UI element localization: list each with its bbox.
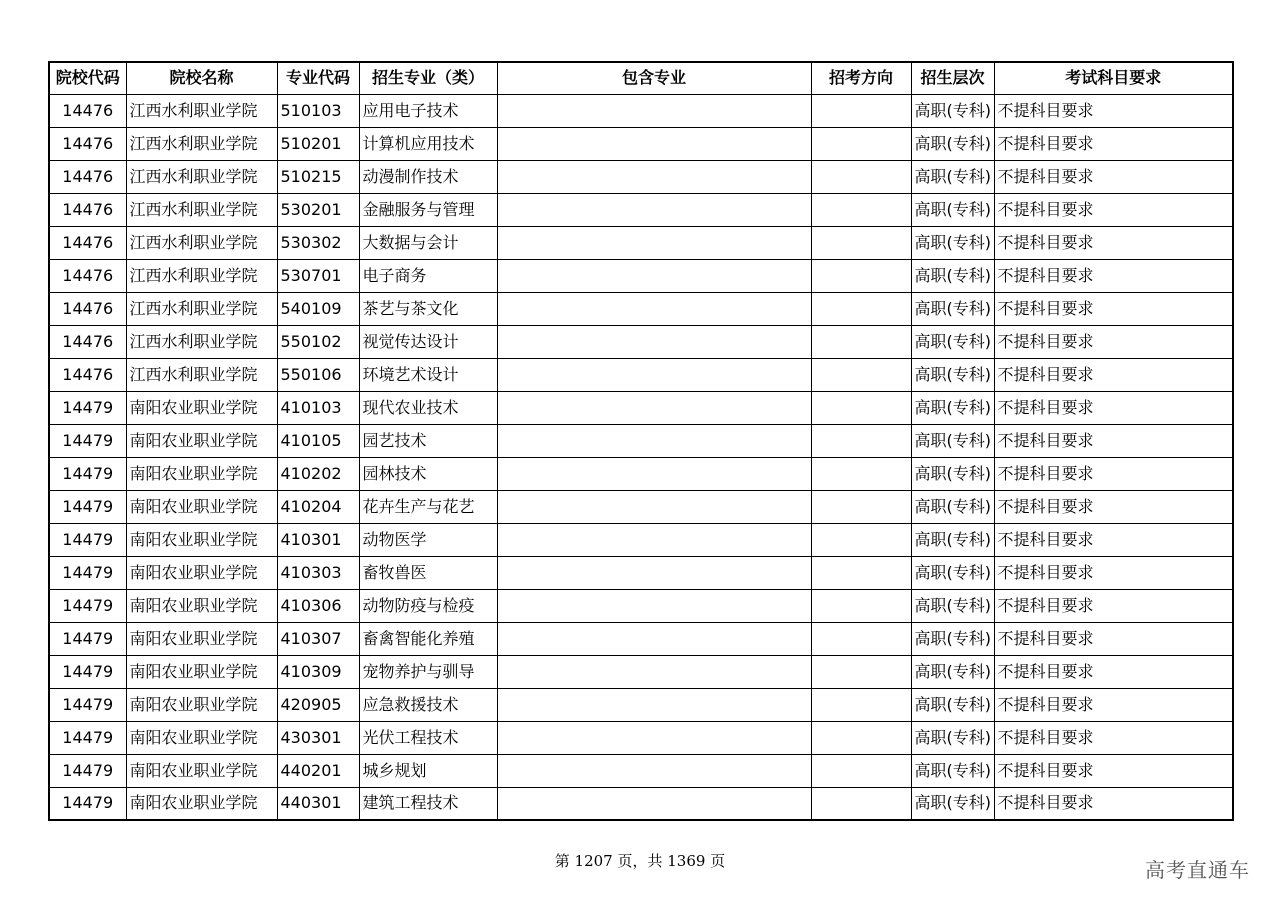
school-name-cell: 江西水利职业学院 (126, 325, 277, 358)
table-row (49, 754, 1233, 787)
school-name-cell: 江西水利职业学院 (126, 193, 277, 226)
school-name-cell: 南阳农业职业学院 (126, 754, 277, 787)
school-code-cell: 14479 (49, 655, 126, 688)
major-name-cell: 电子商务 (359, 259, 497, 292)
included-majors-cell (497, 754, 811, 787)
direction-cell (811, 523, 911, 556)
included-majors-cell (497, 160, 811, 193)
direction-cell (811, 358, 911, 391)
school-code-cell: 14476 (49, 325, 126, 358)
level-cell: 高职(专科) (911, 193, 994, 226)
included-majors-cell (497, 622, 811, 655)
school-code-cell: 14476 (49, 193, 126, 226)
subject-requirement-cell: 不提科目要求 (994, 721, 1233, 754)
subject-requirement-cell: 不提科目要求 (994, 226, 1233, 259)
major-code-cell: 440301 (277, 787, 359, 820)
school-name-cell: 南阳农业职业学院 (126, 589, 277, 622)
included-majors-cell (497, 424, 811, 457)
major-name-cell: 畜牧兽医 (359, 556, 497, 589)
direction-cell (811, 226, 911, 259)
major-code-cell: 430301 (277, 721, 359, 754)
major-name-cell: 环境艺术设计 (359, 358, 497, 391)
subject-requirement-cell: 不提科目要求 (994, 259, 1233, 292)
subject-requirement-cell: 不提科目要求 (994, 622, 1233, 655)
included-majors-cell (497, 391, 811, 424)
subject-requirement-cell: 不提科目要求 (994, 94, 1233, 127)
major-code-cell: 510103 (277, 94, 359, 127)
table-row (49, 424, 1233, 457)
table-row (49, 490, 1233, 523)
header-school-name: 院校名称 (126, 62, 277, 94)
school-name-cell: 南阳农业职业学院 (126, 391, 277, 424)
school-name-cell: 江西水利职业学院 (126, 94, 277, 127)
table-row (49, 589, 1233, 622)
included-majors-cell (497, 490, 811, 523)
major-code-cell: 540109 (277, 292, 359, 325)
level-cell: 高职(专科) (911, 622, 994, 655)
direction-cell (811, 457, 911, 490)
level-cell: 高职(专科) (911, 226, 994, 259)
table-row (49, 94, 1233, 127)
school-name-cell: 南阳农业职业学院 (126, 787, 277, 820)
subject-requirement-cell: 不提科目要求 (994, 391, 1233, 424)
school-name-cell: 南阳农业职业学院 (126, 622, 277, 655)
major-name-cell: 园艺技术 (359, 424, 497, 457)
table-header (49, 62, 1233, 94)
major-code-cell: 410307 (277, 622, 359, 655)
major-code-cell: 530701 (277, 259, 359, 292)
major-code-cell: 410306 (277, 589, 359, 622)
major-name-cell: 动漫制作技术 (359, 160, 497, 193)
subject-requirement-cell: 不提科目要求 (994, 655, 1233, 688)
direction-cell (811, 490, 911, 523)
subject-requirement-cell: 不提科目要求 (994, 292, 1233, 325)
level-cell: 高职(专科) (911, 94, 994, 127)
school-name-cell: 江西水利职业学院 (126, 292, 277, 325)
school-name-cell: 南阳农业职业学院 (126, 556, 277, 589)
level-cell: 高职(专科) (911, 721, 994, 754)
level-cell: 高职(专科) (911, 655, 994, 688)
school-code-cell: 14479 (49, 622, 126, 655)
table-row (49, 787, 1233, 820)
table-row (49, 193, 1233, 226)
school-code-cell: 14479 (49, 556, 126, 589)
table-row (49, 688, 1233, 721)
direction-cell (811, 292, 911, 325)
included-majors-cell (497, 589, 811, 622)
major-name-cell: 宠物养护与驯导 (359, 655, 497, 688)
included-majors-cell (497, 127, 811, 160)
school-code-cell: 14476 (49, 259, 126, 292)
page-number: 第 1207 页，共 1369 页 (554, 852, 726, 870)
subject-requirement-cell: 不提科目要求 (994, 787, 1233, 820)
direction-cell (811, 127, 911, 160)
included-majors-cell (497, 259, 811, 292)
level-cell: 高职(专科) (911, 787, 994, 820)
included-majors-cell (497, 688, 811, 721)
included-majors-cell (497, 721, 811, 754)
school-code-cell: 14479 (49, 424, 126, 457)
included-majors-cell (497, 556, 811, 589)
subject-requirement-cell: 不提科目要求 (994, 193, 1233, 226)
admissions-table (48, 61, 1234, 821)
level-cell: 高职(专科) (911, 292, 994, 325)
major-code-cell: 410303 (277, 556, 359, 589)
header-school-code: 院校代码 (49, 62, 126, 94)
major-code-cell: 410103 (277, 391, 359, 424)
direction-cell (811, 556, 911, 589)
major-code-cell: 550106 (277, 358, 359, 391)
direction-cell (811, 589, 911, 622)
subject-requirement-cell: 不提科目要求 (994, 160, 1233, 193)
table-row (49, 160, 1233, 193)
major-code-cell: 410202 (277, 457, 359, 490)
major-code-cell: 410309 (277, 655, 359, 688)
subject-requirement-cell: 不提科目要求 (994, 523, 1233, 556)
major-code-cell: 410204 (277, 490, 359, 523)
table-row (49, 655, 1233, 688)
school-code-cell: 14476 (49, 292, 126, 325)
major-code-cell: 410301 (277, 523, 359, 556)
school-code-cell: 14479 (49, 391, 126, 424)
major-name-cell: 动物防疫与检疫 (359, 589, 497, 622)
school-code-cell: 14479 (49, 457, 126, 490)
major-name-cell: 金融服务与管理 (359, 193, 497, 226)
level-cell: 高职(专科) (911, 325, 994, 358)
school-name-cell: 南阳农业职业学院 (126, 490, 277, 523)
table-row (49, 721, 1233, 754)
school-code-cell: 14476 (49, 358, 126, 391)
header-included-majors: 包含专业 (497, 62, 811, 94)
direction-cell (811, 193, 911, 226)
major-code-cell: 440201 (277, 754, 359, 787)
subject-requirement-cell: 不提科目要求 (994, 754, 1233, 787)
subject-requirement-cell: 不提科目要求 (994, 688, 1233, 721)
school-name-cell: 江西水利职业学院 (126, 358, 277, 391)
major-name-cell: 计算机应用技术 (359, 127, 497, 160)
major-name-cell: 现代农业技术 (359, 391, 497, 424)
direction-cell (811, 94, 911, 127)
direction-cell (811, 160, 911, 193)
school-code-cell: 14479 (49, 721, 126, 754)
major-code-cell: 410105 (277, 424, 359, 457)
major-name-cell: 城乡规划 (359, 754, 497, 787)
school-code-cell: 14476 (49, 160, 126, 193)
major-name-cell: 花卉生产与花艺 (359, 490, 497, 523)
direction-cell (811, 424, 911, 457)
school-name-cell: 江西水利职业学院 (126, 160, 277, 193)
included-majors-cell (497, 292, 811, 325)
table-row (49, 226, 1233, 259)
table-row (49, 457, 1233, 490)
level-cell: 高职(专科) (911, 127, 994, 160)
major-name-cell: 茶艺与茶文化 (359, 292, 497, 325)
school-code-cell: 14476 (49, 127, 126, 160)
level-cell: 高职(专科) (911, 160, 994, 193)
level-cell: 高职(专科) (911, 457, 994, 490)
included-majors-cell (497, 358, 811, 391)
school-name-cell: 江西水利职业学院 (126, 127, 277, 160)
school-name-cell: 南阳农业职业学院 (126, 424, 277, 457)
header-level: 招生层次 (911, 62, 994, 94)
table-row (49, 523, 1233, 556)
watermark-logo: 高考直通车 (1145, 858, 1250, 882)
direction-cell (811, 721, 911, 754)
level-cell: 高职(专科) (911, 424, 994, 457)
subject-requirement-cell: 不提科目要求 (994, 325, 1233, 358)
level-cell: 高职(专科) (911, 688, 994, 721)
included-majors-cell (497, 457, 811, 490)
header-major-name: 招生专业（类） (359, 62, 497, 94)
school-code-cell: 14479 (49, 787, 126, 820)
direction-cell (811, 754, 911, 787)
level-cell: 高职(专科) (911, 391, 994, 424)
school-code-cell: 14479 (49, 754, 126, 787)
major-code-cell: 510215 (277, 160, 359, 193)
header-direction: 招考方向 (811, 62, 911, 94)
subject-requirement-cell: 不提科目要求 (994, 457, 1233, 490)
included-majors-cell (497, 193, 811, 226)
major-name-cell: 应用电子技术 (359, 94, 497, 127)
table-row (49, 127, 1233, 160)
major-name-cell: 动物医学 (359, 523, 497, 556)
level-cell: 高职(专科) (911, 358, 994, 391)
direction-cell (811, 688, 911, 721)
table-row (49, 358, 1233, 391)
school-name-cell: 南阳农业职业学院 (126, 721, 277, 754)
table-row (49, 622, 1233, 655)
level-cell: 高职(专科) (911, 754, 994, 787)
major-name-cell: 园林技术 (359, 457, 497, 490)
major-code-cell: 420905 (277, 688, 359, 721)
major-name-cell: 畜禽智能化养殖 (359, 622, 497, 655)
included-majors-cell (497, 226, 811, 259)
included-majors-cell (497, 325, 811, 358)
school-code-cell: 14479 (49, 523, 126, 556)
subject-requirement-cell: 不提科目要求 (994, 490, 1233, 523)
level-cell: 高职(专科) (911, 490, 994, 523)
level-cell: 高职(专科) (911, 523, 994, 556)
school-code-cell: 14476 (49, 226, 126, 259)
direction-cell (811, 259, 911, 292)
level-cell: 高职(专科) (911, 589, 994, 622)
school-code-cell: 14479 (49, 490, 126, 523)
table-row (49, 259, 1233, 292)
table-row (49, 556, 1233, 589)
school-name-cell: 南阳农业职业学院 (126, 688, 277, 721)
major-name-cell: 视觉传达设计 (359, 325, 497, 358)
direction-cell (811, 391, 911, 424)
major-code-cell: 550102 (277, 325, 359, 358)
school-code-cell: 14479 (49, 589, 126, 622)
direction-cell (811, 325, 911, 358)
subject-requirement-cell: 不提科目要求 (994, 358, 1233, 391)
school-name-cell: 江西水利职业学院 (126, 259, 277, 292)
subject-requirement-cell: 不提科目要求 (994, 127, 1233, 160)
included-majors-cell (497, 655, 811, 688)
header-major-code: 专业代码 (277, 62, 359, 94)
direction-cell (811, 622, 911, 655)
major-name-cell: 光伏工程技术 (359, 721, 497, 754)
level-cell: 高职(专科) (911, 556, 994, 589)
table-body (49, 94, 1233, 820)
included-majors-cell (497, 523, 811, 556)
major-code-cell: 510201 (277, 127, 359, 160)
school-name-cell: 江西水利职业学院 (126, 226, 277, 259)
subject-requirement-cell: 不提科目要求 (994, 424, 1233, 457)
table-row (49, 391, 1233, 424)
direction-cell (811, 655, 911, 688)
school-name-cell: 南阳农业职业学院 (126, 457, 277, 490)
header-subject-requirement: 考试科目要求 (994, 62, 1233, 94)
included-majors-cell (497, 787, 811, 820)
included-majors-cell (497, 94, 811, 127)
major-name-cell: 应急救援技术 (359, 688, 497, 721)
direction-cell (811, 787, 911, 820)
level-cell: 高职(专科) (911, 259, 994, 292)
school-name-cell: 南阳农业职业学院 (126, 655, 277, 688)
major-name-cell: 大数据与会计 (359, 226, 497, 259)
header-row (49, 62, 1233, 94)
major-code-cell: 530201 (277, 193, 359, 226)
table-row (49, 325, 1233, 358)
school-code-cell: 14479 (49, 688, 126, 721)
major-name-cell: 建筑工程技术 (359, 787, 497, 820)
subject-requirement-cell: 不提科目要求 (994, 589, 1233, 622)
subject-requirement-cell: 不提科目要求 (994, 556, 1233, 589)
school-code-cell: 14476 (49, 94, 126, 127)
table-row (49, 292, 1233, 325)
major-code-cell: 530302 (277, 226, 359, 259)
school-name-cell: 南阳农业职业学院 (126, 523, 277, 556)
